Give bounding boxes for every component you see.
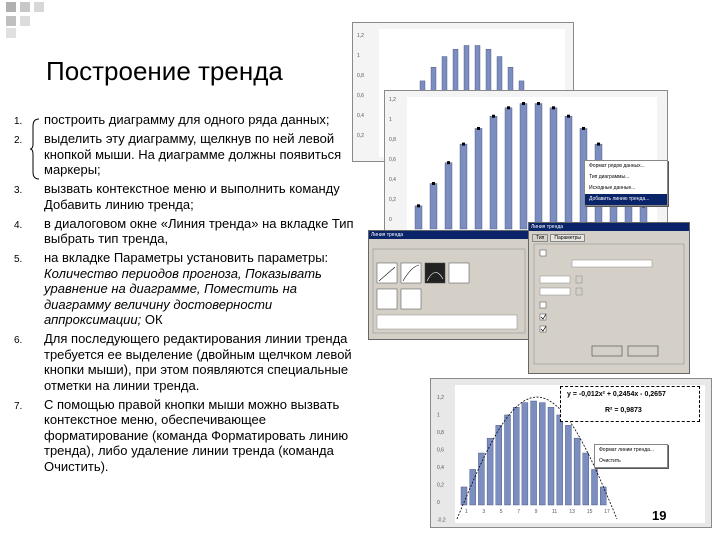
step-text: Для последующего редактирования линии тренда требуется ее выделение (двойным щелчком левой кнопки мыши), при этом появляются специальные отметки на линии тренда. [44, 331, 352, 393]
bar [445, 163, 452, 229]
selection-marker [522, 102, 525, 105]
step-number: 6. [14, 335, 23, 346]
step-item [14, 131, 364, 178]
trendline-dialog-front [528, 222, 690, 374]
x-tick-label: 15 [586, 509, 593, 515]
selection-marker [582, 127, 585, 130]
step-item [14, 250, 364, 328]
bar [550, 108, 557, 229]
bar [565, 116, 572, 229]
selection-marker [432, 182, 435, 185]
bar [574, 438, 580, 505]
menu-item[interactable]: Очистить [599, 458, 621, 464]
step-item [14, 112, 364, 128]
bar [531, 401, 537, 505]
x-tick-label: 11 [552, 509, 558, 515]
selection-marker [507, 106, 510, 109]
selection-marker [477, 127, 480, 130]
bar [565, 425, 571, 505]
menu-item[interactable]: Исходные данные... [589, 185, 636, 191]
bar [583, 453, 589, 505]
selection-marker [567, 115, 570, 118]
menu-item[interactable]: Формат линии тренда... [599, 447, 655, 453]
y-tick-label: 0,6 [389, 157, 396, 163]
step-text: на вкладке Параметры установить параметры: Количество периодов прогноза, Показывать уравнение на диаграмме, Поместить на диаграмму величину достоверности аппроксимации; ОК [44, 250, 329, 327]
page-number: 19 [652, 508, 667, 523]
y-tick-label: 0,2 [357, 133, 364, 139]
dialog-title: Линия тренда [369, 231, 529, 239]
y-tick-label: 0,4 [437, 465, 444, 471]
bar [487, 438, 493, 505]
y-tick-label: 1 [389, 117, 392, 123]
x-tick-label: 7 [517, 509, 520, 515]
y-tick-label: 0,2 [389, 197, 396, 203]
bar [548, 407, 554, 505]
selection-marker [552, 106, 555, 109]
y-tick-label: 0,4 [389, 177, 396, 183]
bar [513, 407, 519, 505]
selection-marker [447, 161, 450, 164]
menu-item[interactable]: Добавить линию тренда... [585, 194, 667, 205]
trendline-dialog-back [368, 230, 530, 340]
y-tick-label: 0,8 [389, 137, 396, 143]
step-text: построить диаграмму для одного ряда данных; [44, 112, 330, 127]
y-tick-label: 1,2 [389, 97, 396, 103]
step-item [14, 331, 364, 393]
step-item [14, 181, 364, 212]
y-tick-label: 0 [437, 500, 440, 506]
selection-marker [537, 102, 540, 105]
y-tick-label: 0,2 [437, 482, 444, 489]
corner-decoration [0, 0, 52, 40]
context-menu-add-trend [584, 160, 668, 206]
tab-parameters[interactable]: Параметры [550, 234, 585, 242]
y-tick-label: 0,4 [357, 113, 364, 119]
menu-item[interactable]: Формат рядов данных... [589, 163, 645, 169]
bar [520, 104, 527, 229]
y-tick-label: 0,6 [357, 93, 364, 99]
bar [600, 487, 606, 505]
bar [430, 183, 437, 229]
step-number: 7. [14, 400, 23, 412]
bar [470, 469, 476, 505]
step-text: в диалоговом окне «Линия тренда» на вкладке Тип выбрать тип тренда, [44, 215, 354, 246]
step-number: 2. [14, 135, 23, 146]
selection-marker [417, 204, 420, 207]
dialog-title: Линия тренда [529, 223, 689, 231]
y-tick-label: 1,2 [357, 33, 364, 39]
x-tick-label: 17 [604, 509, 610, 515]
selection-marker [597, 143, 600, 146]
step-text: С помощью правой кнопки мыши можно вызвать контекстное меню, обеспечивающее форматирование (команда Форматировать линию тренда), либо удаление линии тренда (команда Очистить). [44, 396, 349, 474]
bar [475, 128, 482, 229]
context-menu-trendline [594, 444, 668, 468]
y-tick-label: 0 [389, 217, 392, 223]
tab-type[interactable]: Тип [532, 234, 548, 242]
bar [505, 108, 512, 229]
bar [478, 453, 484, 505]
step-item [14, 216, 364, 247]
y-tick-label: 1 [357, 53, 360, 59]
parameters-fields [532, 242, 686, 368]
bar [415, 206, 422, 229]
x-tick-label: 3 [482, 509, 486, 515]
slide-title: Построение тренда [46, 56, 283, 86]
bar [505, 415, 511, 505]
step-number: 5. [14, 254, 23, 265]
trend-equation: y = -0,012x² + 0,2454x - 0,2657 [567, 391, 666, 398]
y-tick-label: 0,8 [357, 73, 364, 79]
step-number: 4. [14, 219, 23, 231]
selection-marker [492, 115, 495, 118]
y-tick-label: 1 [437, 412, 440, 419]
bar [496, 425, 502, 505]
bar [522, 403, 528, 505]
trend-type-grid [369, 239, 529, 337]
x-tick-label: 5 [499, 509, 503, 515]
bar [490, 116, 497, 229]
x-tick-label: 9 [534, 509, 538, 515]
y-tick-label: 0,6 [437, 447, 444, 454]
x-tick-label: 13 [569, 509, 575, 515]
bar [535, 104, 542, 229]
r-squared: R² = 0,9873 [605, 407, 642, 414]
y-tick-label: -0,2 [437, 517, 446, 524]
step-item [14, 397, 364, 475]
step-text: вызвать контекстное меню и выполнить команду Добавить линию тренда; [44, 181, 340, 212]
y-tick-label: 0,8 [437, 430, 444, 436]
y-tick-label: 1,2 [437, 395, 444, 401]
step-text: выделить эту диаграмму, щелкнув по ней левой кнопкой мыши. На диаграмме должны появиться маркеры; [44, 131, 342, 177]
bar [557, 415, 563, 505]
step-number: 3. [14, 185, 23, 196]
bar [592, 469, 598, 505]
bar [539, 403, 545, 505]
trend-equation-box[interactable] [560, 386, 700, 422]
selection-marker [462, 143, 465, 146]
x-tick-label: 1 [465, 509, 468, 515]
bar [460, 144, 467, 229]
steps-list [14, 112, 364, 478]
step-number: 1. [14, 116, 23, 127]
menu-item[interactable]: Тип диаграммы... [589, 174, 630, 180]
